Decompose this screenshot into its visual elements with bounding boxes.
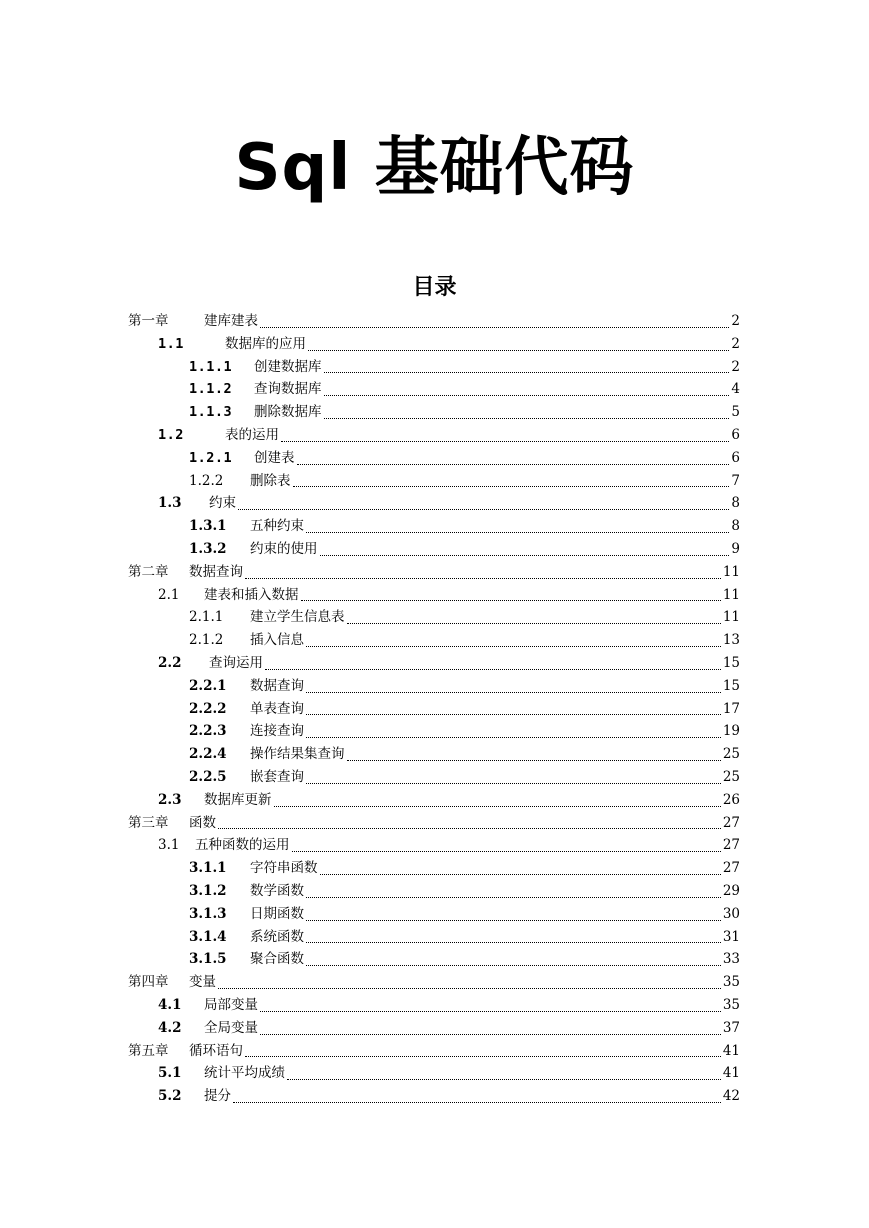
- toc-entry-3-1-5[interactable]: [128, 948, 740, 971]
- toc-entry-page: 35: [722, 974, 740, 991]
- toc-entry-2-2[interactable]: [128, 652, 740, 675]
- toc-entry-page: 5: [731, 404, 740, 421]
- toc-entry-number: 3.1.5: [189, 951, 227, 968]
- toc-entry-page: 6: [731, 449, 740, 466]
- dot-leader: [306, 645, 721, 647]
- toc-entry-page: 8: [731, 518, 740, 535]
- dot-leader: [287, 1078, 721, 1080]
- toc-entry-number: 2.2.1: [189, 677, 227, 694]
- toc-entry-title: 约束: [209, 495, 236, 512]
- toc-entry-number: 1.2: [158, 426, 184, 443]
- dot-leader: [281, 440, 729, 442]
- toc-entry-title: 数据库的应用: [225, 335, 306, 352]
- dot-leader: [218, 987, 721, 989]
- dot-leader: [324, 371, 730, 373]
- toc-entry-title: 全局变量: [204, 1019, 258, 1036]
- dot-leader: [265, 668, 721, 670]
- toc-entry-number: 4.1: [158, 996, 182, 1013]
- toc-entry-page: 25: [722, 768, 740, 785]
- toc-entry-1-3-2[interactable]: [128, 538, 740, 561]
- toc-entry-title: 提分: [204, 1088, 231, 1105]
- toc-entry-page: 11: [722, 586, 740, 603]
- toc-entry-title: 数据查询: [189, 563, 243, 580]
- toc-entry-number: 4.2: [158, 1019, 182, 1036]
- toc-entry-page: 35: [722, 996, 740, 1013]
- toc-entry-page: 30: [722, 905, 740, 922]
- toc-entry-number: 2.1.1: [189, 609, 224, 626]
- toc-entry-number: 第二章: [128, 563, 169, 580]
- dot-leader: [320, 554, 730, 556]
- toc-entry-title: 表的运用: [225, 426, 279, 443]
- toc-entry-chapter-1[interactable]: [128, 310, 740, 333]
- toc-entry-number: 1.1.3: [189, 404, 233, 421]
- dot-leader: [218, 827, 721, 829]
- toc-entry-4-1[interactable]: [128, 994, 740, 1017]
- dot-leader: [233, 1101, 721, 1103]
- toc-entry-1-2-1[interactable]: [128, 447, 740, 470]
- toc-entry-number: 1.1.2: [189, 381, 233, 398]
- toc-entry-number: 3.1.4: [189, 928, 227, 945]
- toc-entry-number: 2.3: [158, 791, 182, 808]
- toc-entry-number: 第四章: [128, 974, 169, 991]
- toc-entry-title: 数据查询: [250, 677, 304, 694]
- toc-entry-chapter-3[interactable]: [128, 812, 740, 835]
- toc-entry-page: 11: [722, 563, 740, 580]
- toc-entry-title: 数据库更新: [204, 791, 272, 808]
- toc-entry-chapter-5[interactable]: [128, 1040, 740, 1063]
- dot-leader: [297, 463, 730, 465]
- dot-leader: [245, 1055, 721, 1057]
- toc-entry-title: 删除表: [250, 472, 291, 489]
- toc-entry-title: 创建表: [254, 449, 295, 466]
- toc-entry-number: 2.1.2: [189, 632, 224, 649]
- dot-leader: [324, 394, 730, 396]
- dot-leader: [308, 349, 729, 351]
- toc-entry-1-1[interactable]: [128, 333, 740, 356]
- toc-entry-title: 单表查询: [250, 700, 304, 717]
- dot-leader: [306, 964, 721, 966]
- toc-entry-page: 27: [722, 814, 740, 831]
- toc-entry-2-2-4[interactable]: [128, 743, 740, 766]
- toc-entry-title: 五种约束: [250, 518, 304, 535]
- toc-entry-number: 1.2.1: [189, 449, 233, 466]
- toc-entry-1-3-1[interactable]: [128, 515, 740, 538]
- toc-entry-chapter-4[interactable]: [128, 971, 740, 994]
- toc-entry-page: 19: [722, 723, 740, 740]
- dot-leader: [324, 417, 730, 419]
- toc-entry-page: 15: [722, 654, 740, 671]
- toc-entry-number: 2.2.2: [189, 700, 227, 717]
- toc-entry-number: 3.1: [158, 837, 180, 854]
- toc-entry-page: 41: [722, 1042, 740, 1059]
- dot-leader: [274, 805, 721, 807]
- toc-entry-2-2-5[interactable]: [128, 766, 740, 789]
- toc-entry-page: 33: [722, 951, 740, 968]
- toc-entry-number: 3.1.3: [189, 905, 227, 922]
- toc-entry-number: 1.2.2: [189, 472, 224, 489]
- toc-entry-chapter-2[interactable]: [128, 561, 740, 584]
- toc-entry-number: 1.3.2: [189, 540, 227, 557]
- toc-entry-page: 11: [722, 609, 740, 626]
- toc-entry-title: 变量: [189, 974, 216, 991]
- dot-leader: [293, 485, 730, 487]
- dot-leader: [238, 508, 729, 510]
- toc-entry-page: 26: [722, 791, 740, 808]
- toc-entry-1-1-2[interactable]: [128, 378, 740, 401]
- toc-entry-title: 查询运用: [209, 654, 263, 671]
- document-title: Sql 基础代码: [234, 131, 635, 205]
- toc-entry-number: 第一章: [128, 313, 169, 329]
- toc-entry-title: 循环语句: [189, 1042, 243, 1059]
- toc-entry-page: 13: [722, 632, 740, 649]
- toc-entry-1-2-2[interactable]: [128, 470, 740, 493]
- toc-entry-title: 查询数据库: [254, 381, 322, 398]
- toc-entry-2-1-1[interactable]: [128, 606, 740, 629]
- toc-entry-title: 插入信息: [250, 632, 304, 649]
- toc-entry-page: 15: [722, 677, 740, 694]
- toc-entry-title: 函数: [189, 814, 216, 831]
- dot-leader: [347, 759, 721, 761]
- toc-entry-4-2[interactable]: [128, 1017, 740, 1040]
- toc-entry-page: 27: [722, 837, 740, 854]
- toc-entry-title: 创建数据库: [254, 358, 322, 375]
- dot-leader: [245, 577, 721, 579]
- toc-entry-title: 日期函数: [250, 905, 304, 922]
- toc-entry-title: 建库建表: [204, 313, 258, 329]
- dot-leader: [306, 782, 721, 784]
- dot-leader: [306, 713, 721, 715]
- toc-heading: 目录: [412, 275, 457, 300]
- toc-entry-number: 2.2.5: [189, 768, 227, 785]
- toc-entry-1-1-3[interactable]: [128, 401, 740, 424]
- toc-entry-2-2-1[interactable]: [128, 675, 740, 698]
- toc-entry-2-1[interactable]: [128, 584, 740, 607]
- dot-leader: [306, 919, 721, 921]
- toc-entry-number: 2.2: [158, 654, 182, 671]
- toc-entry-number: 1.3: [158, 495, 182, 512]
- toc-entry-number: 5.2: [158, 1088, 182, 1105]
- toc-entry-title: 局部变量: [204, 996, 258, 1013]
- toc-entry-number: 2.2.3: [189, 723, 227, 740]
- dot-leader: [306, 896, 721, 898]
- toc-entry-page: 17: [722, 700, 740, 717]
- toc-entry-page: 9: [731, 540, 740, 557]
- toc-entry-3-1-4[interactable]: [128, 926, 740, 949]
- toc-entry-number: 2.1: [158, 586, 180, 603]
- toc-entry-title: 嵌套查询: [250, 768, 304, 785]
- toc-entry-page: 42: [722, 1088, 740, 1105]
- toc-entry-1-1-1[interactable]: [128, 356, 740, 379]
- toc-entry-number: 1.1.1: [189, 358, 233, 375]
- toc-entry-2-3[interactable]: [128, 789, 740, 812]
- toc-entry-title: 数学函数: [250, 882, 304, 899]
- toc-entry-title: 建立学生信息表: [250, 609, 345, 626]
- toc-entry-number: 1.1: [158, 335, 184, 352]
- toc-entry-page: 6: [731, 426, 740, 443]
- dot-leader: [292, 850, 721, 852]
- toc-entry-2-2-3[interactable]: [128, 720, 740, 743]
- toc-entry-5-1[interactable]: [128, 1062, 740, 1085]
- toc-entry-page: 31: [722, 928, 740, 945]
- dot-leader: [347, 622, 721, 624]
- toc-entry-1-2[interactable]: [128, 424, 740, 447]
- toc-entry-2-1-2[interactable]: [128, 629, 740, 652]
- toc-entry-page: 37: [722, 1019, 740, 1036]
- toc-entry-number: 3.1.2: [189, 882, 227, 899]
- dot-leader: [320, 873, 721, 875]
- toc-entry-title: 操作结果集查询: [250, 746, 345, 763]
- toc-entry-page: 25: [722, 746, 740, 763]
- dot-leader: [260, 1033, 721, 1035]
- toc-entry-page: 2: [731, 313, 740, 329]
- toc-entry-title: 字符串函数: [250, 860, 318, 877]
- toc-entry-page: 41: [722, 1065, 740, 1082]
- dot-leader: [260, 1010, 721, 1012]
- toc-entry-3-1-3[interactable]: [128, 903, 740, 926]
- toc-entry-title: 聚合函数: [250, 951, 304, 968]
- dot-leader: [306, 691, 721, 693]
- toc-entry-title: 统计平均成绩: [204, 1065, 285, 1082]
- toc-entry-number: 5.1: [158, 1065, 182, 1082]
- toc-entry-5-2[interactable]: [128, 1085, 740, 1108]
- toc-entry-page: 27: [722, 860, 740, 877]
- toc-entry-page: 29: [722, 882, 740, 899]
- toc-entry-number: 1.3.1: [189, 518, 227, 535]
- toc-entry-title: 五种函数的运用: [195, 837, 290, 854]
- toc-entry-1-3[interactable]: [128, 492, 740, 515]
- toc-entry-3-1-2[interactable]: [128, 880, 740, 903]
- toc-entry-page: 2: [731, 358, 740, 375]
- dot-leader: [306, 941, 721, 943]
- dot-leader: [260, 326, 729, 328]
- dot-leader: [306, 736, 721, 738]
- toc-entry-3-1[interactable]: [128, 834, 740, 857]
- toc-entry-page: 4: [731, 381, 740, 398]
- toc-entry-title: 删除数据库: [254, 404, 322, 421]
- toc-entry-number: 第三章: [128, 814, 169, 831]
- toc-entry-title: 连接查询: [250, 723, 304, 740]
- toc-entry-title: 系统函数: [250, 928, 304, 945]
- toc-entry-page: 7: [731, 472, 740, 489]
- toc-entry-number: 3.1.1: [189, 860, 227, 877]
- toc-entry-number: 2.2.4: [189, 746, 227, 763]
- toc-entry-title: 建表和插入数据: [204, 586, 299, 603]
- table-of-contents: [128, 310, 740, 1108]
- toc-entry-2-2-2[interactable]: [128, 698, 740, 721]
- dot-leader: [306, 531, 729, 533]
- toc-entry-number: 第五章: [128, 1042, 169, 1059]
- toc-entry-page: 8: [731, 495, 740, 512]
- dot-leader: [301, 599, 721, 601]
- toc-entry-title: 约束的使用: [250, 540, 318, 557]
- toc-entry-3-1-1[interactable]: [128, 857, 740, 880]
- toc-entry-page: 2: [731, 335, 740, 352]
